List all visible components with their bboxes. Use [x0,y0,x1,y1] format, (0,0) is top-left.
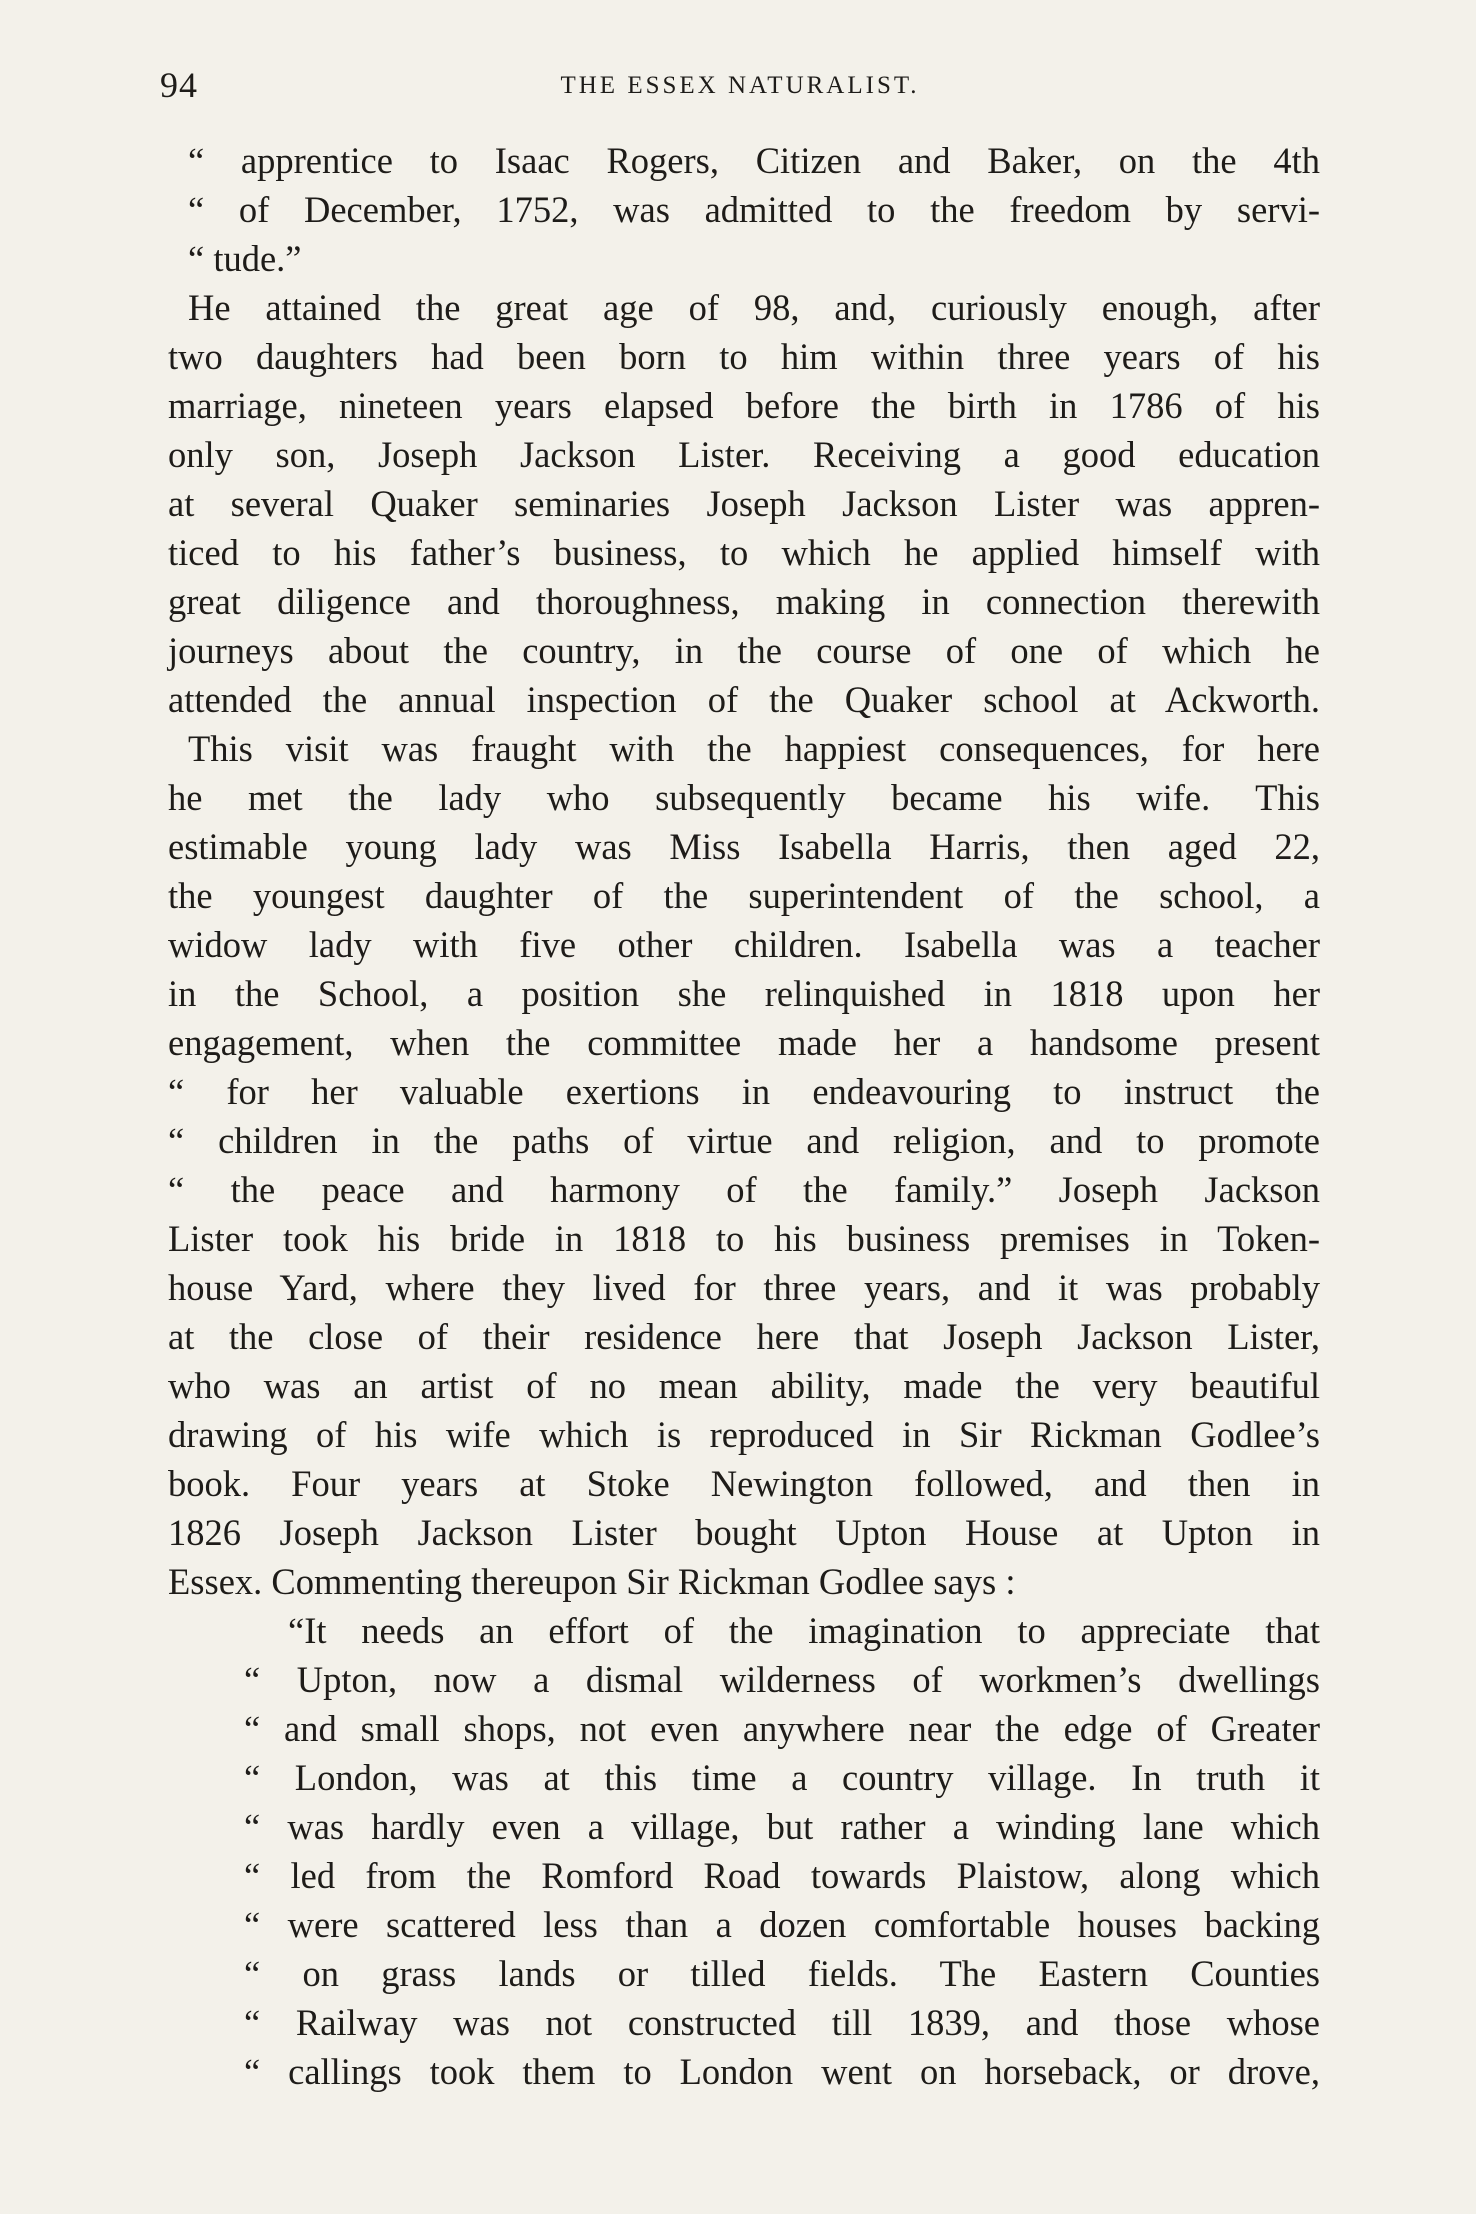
text-line: widow lady with five other children. Isabella was a teacher [168,924,1320,965]
text-line: “ Railway was not constructed till 1839, and those whose [244,2002,1320,2043]
page-number: 94 [160,65,198,105]
text-line: only son, Joseph Jackson Lister. Receiving a good education [168,434,1320,475]
text-line: “ apprentice to Isaac Rogers, Citizen and Baker, on the 4th [188,140,1320,181]
text-line: in the School, a position she relinquished in 1818 upon her [168,973,1320,1014]
text-line: ticed to his father’s business, to which he applied himself with [168,532,1320,573]
text-line: who was an artist of no mean ability, made the very beautiful [168,1365,1320,1406]
text-line: “ led from the Romford Road towards Plaistow, along which [244,1855,1320,1896]
block-quote [168,1606,1320,2096]
text-line: the youngest daughter of the superintendent of the school, a [168,875,1320,916]
text-line: book. Four years at Stoke Newington followed, and then in [168,1463,1320,1504]
paragraph-main [168,283,1320,1606]
text-line: two daughters had been born to him within three years of his [168,336,1320,377]
text-line: estimable young lady was Miss Isabella Harris, then aged 22, [168,826,1320,867]
text-line: great diligence and thoroughness, making in connection therewith [168,581,1320,622]
text-line: “ was hardly even a village, but rather a winding lane which [244,1806,1320,1847]
text-line: This visit was fraught with the happiest consequences, for here [188,728,1320,769]
text-line: at several Quaker seminaries Joseph Jackson Lister was appren- [168,483,1320,524]
text-line: “ Upton, now a dismal wilderness of workmen’s dwellings [244,1659,1320,1700]
body-text [168,136,1320,2096]
text-line: marriage, nineteen years elapsed before the birth in 1786 of his [168,385,1320,426]
page-header [160,60,1320,120]
running-title: THE ESSEX NATURALIST. [560,72,920,99]
text-line: “ callings took them to London went on horseback, or drove, [244,2051,1320,2092]
text-line: drawing of his wife which is reproduced in Sir Rickman Godlee’s [168,1414,1320,1455]
text-line: at the close of their residence here that Joseph Jackson Lister, [168,1316,1320,1357]
text-line: “ of December, 1752, was admitted to the freedom by servi- [188,189,1320,230]
text-line: “ London, was at this time a country village. In truth it [244,1757,1320,1798]
text-line: Lister took his bride in 1818 to his business premises in Token- [168,1218,1320,1259]
text-line: house Yard, where they lived for three years, and it was probably [168,1267,1320,1308]
text-line: engagement, when the committee made her a handsome present [168,1022,1320,1063]
text-line: “ on grass lands or tilled fields. The Eastern Counties [244,1953,1320,1994]
text-line: journeys about the country, in the course of one of which he [168,630,1320,671]
paragraph-quote-continuation [168,136,1320,283]
text-line: He attained the great age of 98, and, curiously enough, after [188,287,1320,328]
text-line: 1826 Joseph Jackson Lister bought Upton House at Upton in [168,1512,1320,1553]
text-line: attended the annual inspection of the Quaker school at Ackworth. [168,679,1320,720]
text-line: “ and small shops, not even anywhere near the edge of Greater [244,1708,1320,1749]
text-line: “ children in the paths of virtue and religion, and to promote [168,1120,1320,1161]
text-line: “It needs an effort of the imagination to appreciate that [288,1610,1320,1651]
text-line: “ for her valuable exertions in endeavouring to instruct the [168,1071,1320,1112]
text-line: “ were scattered less than a dozen comfortable houses backing [244,1904,1320,1945]
text-line: Essex. Commenting thereupon Sir Rickman Godlee says : [168,1561,1016,1602]
text-line: “ the peace and harmony of the family.” Joseph Jackson [168,1169,1320,1210]
text-line: he met the lady who subsequently became his wife. This [168,777,1320,818]
text-line: “ tude.” [188,238,302,279]
